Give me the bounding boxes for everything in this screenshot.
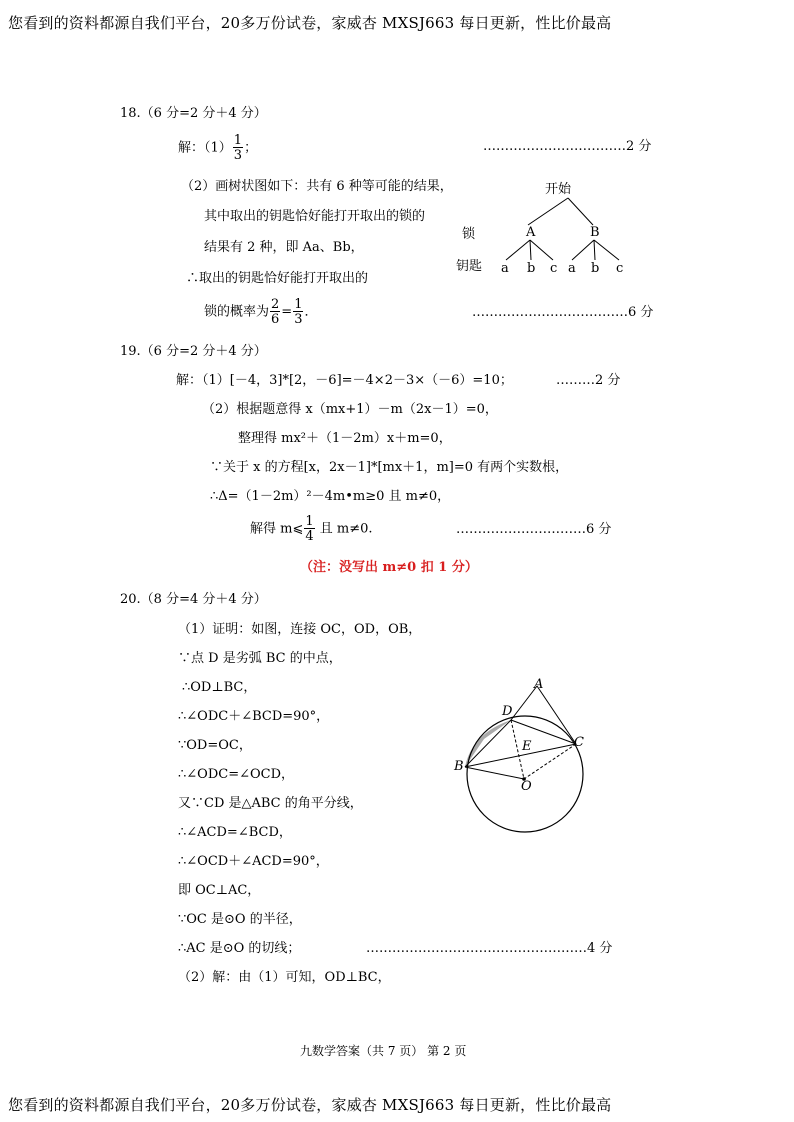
q20-line: ∵OC 是⊙O 的半径，: [178, 912, 302, 927]
tree-key-node: a: [568, 261, 576, 276]
tree-key-node: a: [501, 261, 509, 276]
q19-line2: （2）根据题意得 x（mx+1）－m（2x－1）=0，: [202, 402, 498, 417]
q19-note: （注：没写出 m≠0 扣 1 分）: [300, 560, 478, 575]
tree-row-key-label: 钥匙: [456, 259, 483, 274]
q18-part2-score: ………………………………6 分: [472, 305, 654, 320]
tree-key-node: b: [527, 261, 536, 276]
q20-line: ∴∠ACD=∠BCD，: [178, 825, 292, 840]
circle-figure-drawing: [450, 675, 590, 835]
tree-key-node: c: [616, 261, 624, 276]
q20-line: ∵OD=OC，: [178, 738, 252, 753]
q19-line6: [250, 515, 373, 543]
q19-line6-score: …………………………6 分: [456, 522, 612, 537]
segment-bo: [465, 767, 524, 779]
q18-part1-suffix: ；: [244, 140, 258, 156]
q18-p2-line5-prefix: 锁的概率为: [204, 304, 270, 320]
q19-heading: 19.（6 分=2 分＋4 分）: [120, 344, 267, 359]
numerator: 1: [294, 297, 303, 312]
label-e: E: [522, 739, 532, 754]
q20-score: ……………………………………………4 分: [366, 941, 613, 956]
segment-dc: [511, 720, 576, 744]
tree-lock-node: A: [526, 225, 536, 240]
denominator: 6: [271, 312, 280, 327]
tree-key-node: b: [591, 261, 600, 276]
q19-line6-suffix: 且 m≠0.: [315, 521, 373, 537]
circle-o: [467, 716, 583, 832]
q18-part1-prefix: 解：（1）: [178, 140, 232, 156]
q18-p2-line5-suffix: ．: [304, 304, 318, 320]
q19-line1: 解：（1）[－4，3]*[2，－6]=－4×2－3×（－6）=10；: [176, 373, 513, 388]
denominator: 3: [233, 148, 243, 163]
label-a: A: [534, 677, 544, 692]
q20-line: ∴∠OCD＋∠ACD=90°，: [178, 854, 329, 869]
q19-line3: 整理得 mx²＋（1－2m）x＋m=0，: [238, 431, 452, 446]
denominator: 3: [294, 312, 303, 327]
q20-line: ∴∠ODC=∠OCD，: [178, 767, 295, 782]
q18-p2-line3: 结果有 2 种，即 Aa、Bb，: [204, 240, 364, 255]
tree-root-label: 开始: [545, 182, 572, 197]
label-o: O: [521, 779, 532, 794]
q19-line1-score: ………2 分: [556, 373, 621, 388]
tree-row-lock-label: 锁: [462, 227, 476, 242]
q18-p2-line2: 其中取出的钥匙恰好能打开取出的锁的: [204, 209, 426, 224]
q20-line: ∴OD⊥BC，: [182, 680, 257, 695]
label-d: D: [502, 704, 513, 719]
q20-line: 即 OC⊥AC，: [178, 883, 261, 898]
numerator: 1: [233, 133, 243, 148]
equals-sign: =: [281, 304, 293, 320]
page-footer: 九数学答案（共 7 页） 第 2 页: [300, 1044, 467, 1058]
q20-line: ∵点 D 是劣弧 BC 的中点，: [178, 651, 342, 666]
q20-heading: 20.（8 分=4 分＋4 分）: [120, 592, 267, 607]
tree-lock-node: B: [590, 225, 600, 240]
q19-line4: ∵关于 x 的方程[x，2x－1]*[mx＋1，m]=0 有两个实数根，: [210, 460, 569, 475]
tree-key-node: c: [550, 261, 558, 276]
numerator: 1: [305, 514, 314, 529]
segment-bd: [465, 720, 511, 767]
q18-part1-score: ……………………………2 分: [483, 139, 652, 154]
q18-p2-line4: ∴取出的钥匙恰好能打开取出的: [186, 271, 369, 286]
numerator: 2: [271, 297, 280, 312]
q20-line: （2）解：由（1）可知，OD⊥BC，: [178, 970, 391, 985]
bottom-banner: 您看到的资料都源自我们平台，20多万份试卷，家威杏 MXSJ663 每日更新，性比价最高: [8, 1096, 612, 1114]
q19-line5: ∴Δ=（1－2m）²－4m•m≥0 且 m≠0，: [210, 489, 451, 504]
q18-p2-line5: [204, 298, 318, 326]
q19-fraction-1-4: [304, 515, 314, 543]
q18-part1: [178, 134, 257, 162]
label-c: C: [574, 735, 584, 750]
q19-line6-prefix: 解得 m⩽: [250, 521, 304, 537]
circle-figure: [450, 675, 590, 835]
q20-line: 又∵CD 是△ABC 的角平分线，: [178, 796, 363, 811]
label-b: B: [454, 759, 464, 774]
denominator: 4: [305, 529, 314, 544]
q18-fraction-2-6: [270, 298, 280, 326]
q20-line: ∴AC 是⊙O 的切线；: [178, 941, 301, 956]
q18-part1-fraction: [233, 134, 243, 162]
q18-fraction-1-3: [293, 298, 303, 326]
q18-heading: 18.（6 分=2 分＋4 分）: [120, 106, 267, 121]
top-banner: 您看到的资料都源自我们平台，20多万份试卷，家威杏 MXSJ663 每日更新，性比价最高: [8, 14, 612, 32]
q20-line: （1）证明：如图，连接 OC，OD，OB，: [178, 622, 422, 637]
segment-ac: [537, 686, 576, 744]
q18-p2-line1: （2）画树状图如下：共有 6 种等可能的结果，: [181, 179, 453, 194]
q20-line: ∴∠ODC＋∠BCD=90°，: [178, 709, 330, 724]
tree-diagram: [440, 178, 650, 283]
